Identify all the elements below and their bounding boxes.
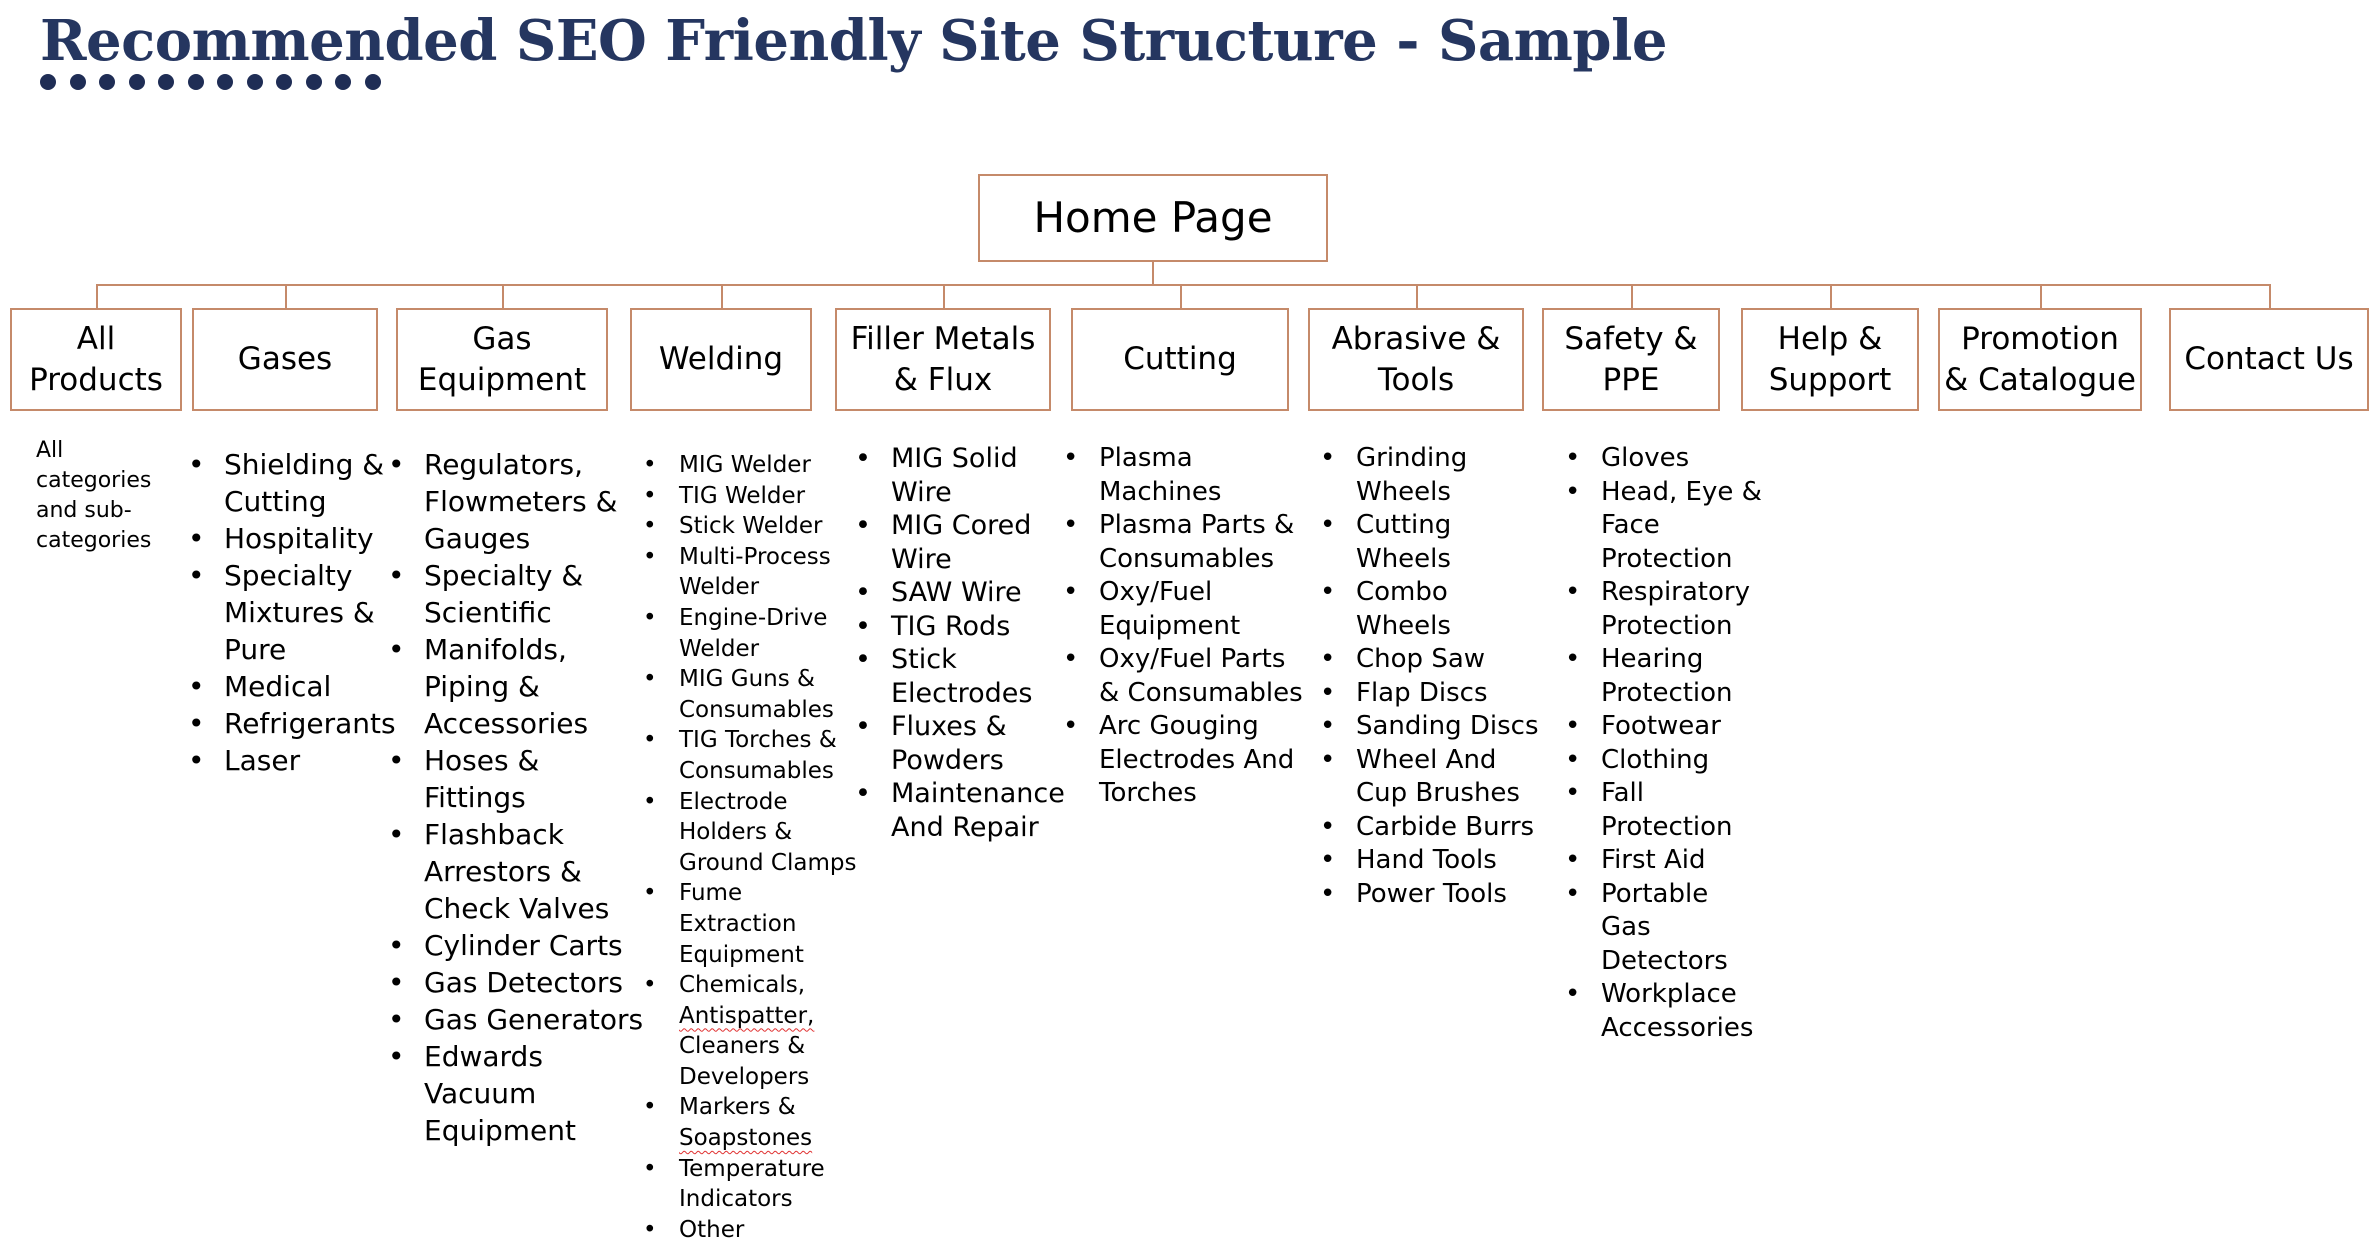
category-drop-line	[721, 284, 723, 308]
category-drop-line	[2269, 284, 2271, 308]
subcategory-item	[643, 787, 858, 879]
subcategory-label: Workplace Accessories	[1601, 979, 1754, 1043]
subcategory-item	[1565, 442, 1765, 476]
category-drop-line	[1416, 284, 1418, 308]
subcategory-item	[643, 542, 858, 603]
title-dot	[306, 74, 322, 90]
subcategory-label: Grinding Wheels	[1356, 443, 1468, 507]
subcategory-label: Hearing Protection	[1601, 644, 1733, 708]
bullet-icon: •	[855, 443, 871, 474]
subcategory-label: Shielding & Cutting	[224, 448, 385, 518]
subcategory-label: Sanding Discs	[1356, 711, 1539, 741]
subcategory-item	[855, 643, 1050, 710]
subcategory-label: Combo Wheels	[1356, 577, 1451, 641]
subcategory-label: Hospitality	[224, 522, 374, 555]
subcategory-item	[643, 450, 858, 481]
category-box-contact-us: Contact Us	[2169, 308, 2369, 411]
bullet-icon: •	[1320, 711, 1336, 741]
subcategory-label: Medical	[224, 670, 332, 703]
subcategory-item	[188, 446, 388, 520]
bullet-icon: •	[643, 972, 657, 999]
subcategory-label: TIG Torches & Consumables	[679, 727, 837, 784]
subcategory-item	[388, 446, 646, 557]
subcategory-label: MIG Guns & Consumables	[679, 666, 834, 723]
subcategory-item	[855, 509, 1050, 576]
title-dot	[217, 74, 233, 90]
title-dot	[40, 74, 56, 90]
subcategory-item	[643, 1215, 858, 1245]
bullet-icon: •	[643, 543, 657, 570]
subcategory-label: First Aid	[1601, 845, 1706, 875]
subcategory-label: Laser	[224, 744, 301, 777]
category-drop-line	[96, 284, 98, 308]
home-page-node: Home Page	[978, 174, 1328, 262]
subcategory-label: Fume Extraction Equipment	[679, 880, 804, 968]
category-box-abrasive-tools: Abrasive & Tools	[1308, 308, 1524, 411]
bullet-icon: •	[388, 559, 405, 592]
subcategory-label: MIG Solid Wire	[891, 443, 1018, 508]
subcategory-label: Fluxes & Powders	[891, 711, 1007, 776]
bullet-icon: •	[855, 610, 871, 642]
bullet-icon: •	[855, 577, 871, 608]
category-box-cutting: Cutting	[1071, 308, 1289, 411]
subcategory-label: Respiratory Protection	[1601, 577, 1750, 641]
bullet-icon: •	[1320, 878, 1336, 909]
subcategory-label: Clothing	[1601, 744, 1710, 775]
bullet-icon: •	[1565, 443, 1581, 473]
title-dot	[335, 74, 351, 90]
bullet-icon: •	[1565, 778, 1581, 808]
bullet-icon: •	[188, 707, 205, 740]
subcategory-list-gases	[188, 446, 396, 779]
bullet-icon: •	[188, 559, 205, 592]
subcategory-item	[388, 1038, 646, 1149]
bullet-icon: •	[855, 644, 871, 675]
page-title: Recommended SEO Friendly Site Structure - Sample	[40, 8, 1667, 74]
subcategory-item	[1063, 643, 1303, 710]
subcategory-item	[1320, 643, 1548, 677]
subcategory-label: Portable Gas Detectors	[1601, 878, 1728, 976]
bullet-icon: •	[1565, 476, 1581, 507]
subcategory-item	[643, 878, 858, 970]
subcategory-label: Electrode Holders & Ground Clamps	[679, 788, 857, 876]
subcategory-label: Flap Discs	[1356, 677, 1488, 708]
category-drop-line	[285, 284, 287, 308]
bullet-icon: •	[855, 778, 871, 809]
bullet-icon: •	[1565, 878, 1581, 909]
subcategory-item	[188, 668, 388, 705]
bullet-icon: •	[1565, 845, 1581, 875]
subcategory-item	[1063, 710, 1303, 811]
subcategory-item	[1565, 576, 1765, 643]
bullet-icon: •	[388, 929, 405, 962]
bullet-icon: •	[188, 522, 205, 555]
subcategory-label: Engine-Drive Welder	[679, 604, 828, 662]
subcategory-label: Gas Detectors	[424, 966, 623, 999]
bullet-icon: •	[1063, 711, 1079, 741]
subcategory-label: MIG Cored Wire	[891, 510, 1032, 575]
subcategory-label: Edwards Vacuum Equipment	[424, 1040, 576, 1147]
subcategory-item	[1565, 777, 1765, 844]
category-drop-line	[943, 284, 945, 308]
subcategory-item	[1320, 677, 1548, 711]
subcategory-item	[1565, 476, 1765, 577]
bullet-icon: •	[643, 727, 657, 754]
category-box-gases: Gases	[192, 308, 378, 411]
subcategory-item	[643, 725, 858, 786]
subcategory-label: Hand Tools	[1356, 845, 1497, 875]
bullet-icon: •	[643, 1216, 657, 1243]
category-box-welding: Welding	[630, 308, 812, 411]
category-box-filler-metals-flux: Filler Metals & Flux	[835, 308, 1051, 411]
subcategory-label: MIG Welder	[679, 452, 811, 478]
subcategory-label: Cylinder Carts	[424, 929, 623, 962]
subcategory-item	[1320, 844, 1548, 878]
subcategory-label: Markers & Soapstones	[679, 1094, 813, 1152]
subcategory-item	[188, 742, 388, 779]
subcategory-label: Manifolds, Piping & Accessories	[424, 633, 589, 740]
subcategory-item	[1320, 710, 1548, 744]
subcategory-item	[388, 742, 646, 816]
subcategory-label: Hoses & Fittings	[424, 744, 540, 814]
subcategory-item	[855, 610, 1050, 644]
subcategory-label: Flashback Arrestors & Check Valves	[424, 818, 610, 925]
subcategory-item	[1565, 878, 1765, 979]
bullet-icon: •	[643, 482, 657, 509]
subcategory-label: Cutting Wheels	[1356, 510, 1452, 574]
bullet-icon: •	[643, 1094, 657, 1121]
category-drop-line	[1631, 284, 1633, 308]
subcategory-item	[1063, 442, 1303, 509]
subcategory-item	[855, 710, 1050, 777]
subcategory-item	[388, 631, 646, 742]
subcategory-item	[388, 557, 646, 631]
subcategory-item	[1565, 744, 1765, 778]
subcategory-item	[188, 520, 388, 557]
title-dot	[158, 74, 174, 90]
all-products-note: All categories and sub- categories	[36, 438, 152, 553]
subcategory-label: Oxy/Fuel Equipment	[1099, 577, 1241, 641]
subcategory-list-welding	[643, 450, 858, 1245]
subcategory-item	[188, 705, 396, 742]
subcategory-item	[1565, 643, 1765, 710]
bullet-icon: •	[388, 1003, 405, 1036]
subcategory-item	[855, 442, 1050, 509]
bullet-icon: •	[1320, 510, 1336, 540]
bullet-icon: •	[388, 633, 405, 666]
subcategory-item	[643, 970, 858, 1092]
bullet-icon: •	[1063, 644, 1079, 674]
title-dots-decoration	[40, 74, 381, 90]
title-dot	[188, 74, 204, 90]
title-dot	[365, 74, 381, 90]
subcategory-item	[1063, 509, 1303, 576]
subcategory-item	[1320, 442, 1548, 509]
bullet-icon: •	[1565, 979, 1581, 1009]
subcategory-label: Head, Eye & Face Protection	[1601, 476, 1762, 574]
subcategory-label: Temperature Indicators	[679, 1155, 825, 1213]
subcategory-list-filler-metals-flux	[855, 442, 1065, 844]
subcategory-label: Specialty & Scientific	[424, 559, 584, 629]
bullet-icon: •	[643, 788, 657, 815]
subcategory-list-abrasive-tools	[1320, 442, 1548, 911]
bullet-icon: •	[1565, 577, 1581, 607]
subcategory-label: Specialty Mixtures & Pure	[224, 559, 375, 666]
subcategory-label: TIG Welder	[679, 482, 806, 509]
bullet-icon: •	[643, 513, 657, 540]
subcategory-item	[855, 777, 1065, 844]
title-dot	[70, 74, 86, 90]
bullet-icon: •	[1320, 811, 1336, 842]
subcategory-label: Multi-Process Welder	[679, 543, 831, 601]
subcategory-list-cutting	[1063, 442, 1303, 811]
subcategory-list-gas-equipment	[388, 446, 646, 1149]
home-stem-line	[1152, 262, 1154, 284]
subcategory-label: Gas Generators	[424, 1003, 644, 1036]
subcategory-item	[1320, 744, 1548, 811]
subcategory-label: Stick Electrodes	[891, 644, 1033, 709]
subcategory-label: Maintenance And Repair	[891, 778, 1065, 843]
subcategory-label: SAW Wire	[891, 577, 1022, 608]
bullet-icon: •	[855, 510, 871, 541]
subcategory-item	[643, 664, 858, 725]
subcategory-label: Oxy/Fuel Parts & Consumables	[1099, 644, 1303, 708]
bullet-icon: •	[1320, 644, 1336, 674]
title-dot	[247, 74, 263, 90]
bullet-icon: •	[388, 966, 405, 999]
title-dot	[276, 74, 292, 90]
category-drop-line	[502, 284, 504, 308]
subcategory-label: Refrigerants	[224, 707, 396, 740]
subcategory-item	[1565, 710, 1765, 744]
category-box-promotion-catalogue: Promotion & Catalogue	[1938, 308, 2142, 411]
subcategory-list-safety-ppe	[1565, 442, 1765, 1045]
bullet-icon: •	[643, 666, 657, 693]
bullet-icon: •	[1320, 443, 1336, 473]
subcategory-item	[643, 603, 858, 664]
subcategory-item	[643, 1092, 858, 1153]
category-box-safety-ppe: Safety & PPE	[1542, 308, 1720, 411]
title-dot	[129, 74, 145, 90]
subcategory-label: Wheel And Cup Brushes	[1356, 744, 1520, 808]
bullet-icon: •	[188, 670, 205, 703]
bullet-icon: •	[1063, 577, 1079, 607]
title-dot	[99, 74, 115, 90]
bullet-icon: •	[1565, 711, 1581, 741]
bullet-icon: •	[1320, 845, 1336, 875]
subcategory-label: Power Tools	[1356, 878, 1507, 909]
bullet-icon: •	[1063, 510, 1079, 540]
subcategory-item	[855, 576, 1050, 610]
bullet-icon: •	[643, 880, 657, 907]
category-box-help-support: Help & Support	[1741, 308, 1919, 411]
subcategory-label: Plasma Machines	[1099, 443, 1222, 507]
bullet-icon: •	[1320, 744, 1336, 775]
subcategory-item	[388, 964, 646, 1001]
subcategory-item	[188, 557, 388, 668]
bullet-icon: •	[388, 448, 405, 481]
category-drop-line	[2040, 284, 2042, 308]
subcategory-label: Arc Gouging Electrodes And Torches	[1099, 711, 1295, 808]
subcategory-label: Chop Saw	[1356, 644, 1486, 674]
subcategory-label: Stick Welder	[679, 513, 823, 540]
subcategory-item	[1320, 811, 1548, 845]
bullet-icon: •	[855, 711, 871, 742]
subcategory-item	[1063, 576, 1303, 643]
subcategory-label: Fall Protection	[1601, 778, 1733, 842]
subcategory-item	[643, 511, 858, 542]
subcategory-item	[1320, 509, 1548, 576]
subcategory-label: Chemicals, Antispatter, Cleaners & Developers	[679, 972, 815, 1090]
category-box-gas-equipment: Gas Equipment	[396, 308, 608, 411]
subcategory-label: Plasma Parts & Consumables	[1099, 510, 1295, 574]
subcategory-label: Carbide Burrs	[1356, 811, 1535, 842]
bullet-icon: •	[1063, 443, 1079, 473]
bullet-icon: •	[643, 604, 657, 631]
subcategory-item	[388, 1001, 646, 1038]
category-drop-line	[1830, 284, 1832, 308]
subcategory-item	[388, 927, 646, 964]
subcategory-label: Footwear	[1601, 711, 1721, 741]
bullet-icon: •	[643, 1155, 657, 1182]
bullet-icon: •	[1565, 744, 1581, 775]
bullet-icon: •	[388, 1040, 405, 1073]
bullet-icon: •	[188, 448, 205, 481]
subcategory-item	[1565, 844, 1765, 878]
subcategory-label: Regulators, Flowmeters & Gauges	[424, 448, 618, 555]
subcategory-item	[1320, 576, 1548, 643]
bullet-icon: •	[643, 452, 657, 478]
bullet-icon: •	[188, 744, 205, 777]
category-box-all-products: All Products	[10, 308, 182, 411]
bullet-icon: •	[388, 744, 405, 777]
subcategory-item	[643, 481, 858, 512]
subcategory-label: TIG Rods	[891, 610, 1011, 642]
category-bus-line	[96, 284, 2271, 286]
subcategory-label: Other	[679, 1216, 745, 1243]
subcategory-item	[388, 816, 646, 927]
subcategory-item	[1320, 878, 1548, 912]
subcategory-label: Gloves	[1601, 443, 1690, 473]
subcategory-item	[643, 1154, 858, 1215]
bullet-icon: •	[388, 818, 405, 851]
bullet-icon: •	[1565, 644, 1581, 674]
subcategory-item	[1565, 978, 1765, 1045]
category-drop-line	[1180, 284, 1182, 308]
bullet-icon: •	[1320, 677, 1336, 708]
bullet-icon: •	[1320, 577, 1336, 607]
